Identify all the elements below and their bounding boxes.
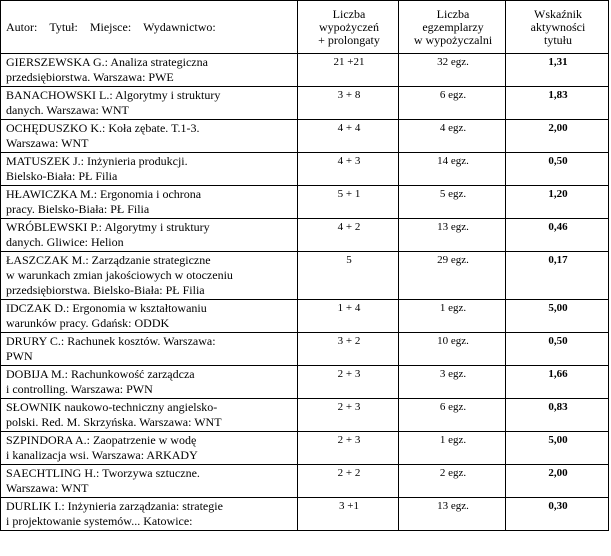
table-row: [1, 465, 609, 498]
header-index: [506, 1, 609, 54]
book-line: pracy. Bielsko-Biała: PŁ Filia: [6, 202, 150, 216]
header-wydawnictwo: Wydawnictwo:: [143, 19, 216, 34]
copies-cell: 13 egz.: [399, 498, 506, 531]
book-line: danych. Warszawa: WNT: [6, 103, 129, 117]
table-row: [1, 333, 609, 366]
book-line: przedsiębiorstwa. Bielsko-Biała: PŁ Filia: [6, 283, 205, 297]
table-body: [1, 54, 609, 531]
index-cell: 5,00: [506, 300, 609, 333]
copies-cell: 6 egz.: [399, 399, 506, 432]
table-row: [1, 120, 609, 153]
index-cell: 0,50: [506, 333, 609, 366]
header-copies-line: Liczba: [436, 6, 470, 21]
book-line: i kanalizacja wsi. Warszawa: ARKADY: [6, 448, 198, 462]
loans-cell: 4 + 2: [298, 219, 399, 252]
loans-cell: 21 +21: [298, 54, 399, 87]
book-line: w warunkach zmian jakościowych w otoczeniu: [6, 268, 233, 282]
header-loans-line: Liczba: [332, 6, 366, 21]
copies-cell: 29 egz.: [399, 252, 506, 300]
book-line: Warszawa: WNT: [6, 136, 89, 150]
book-line: WRÓBLEWSKI P.: Algorytmy i struktury: [6, 220, 210, 234]
index-cell: 5,00: [506, 432, 609, 465]
copies-cell: 2 egz.: [399, 465, 506, 498]
book-line: warunków pracy. Gdańsk: ODDK: [6, 316, 170, 330]
table-row: [1, 219, 609, 252]
book-line: DRURY C.: Rachunek kosztów. Warszawa:: [6, 334, 216, 348]
copies-cell: 4 egz.: [399, 120, 506, 153]
header-index-line: tytułu: [543, 32, 572, 47]
book-line: IDCZAK D.: Ergonomia w kształtowaniu: [6, 301, 207, 315]
book-cell: [1, 399, 298, 432]
book-cell: [1, 87, 298, 120]
index-cell: 1,31: [506, 54, 609, 87]
book-line: i projektowanie systemów... Katowice:: [6, 514, 193, 528]
book-cell: [1, 465, 298, 498]
book-cell: [1, 333, 298, 366]
table-row: [1, 366, 609, 399]
loans-cell: 2 + 3: [298, 432, 399, 465]
book-cell: [1, 300, 298, 333]
copies-cell: 6 egz.: [399, 87, 506, 120]
header-index-line: aktywności: [530, 19, 586, 34]
copies-cell: 1 egz.: [399, 300, 506, 333]
loans-cell: 2 + 3: [298, 399, 399, 432]
book-cell: [1, 432, 298, 465]
book-cell: [1, 153, 298, 186]
header-tytul: Tytuł:: [49, 19, 78, 34]
book-line: MATUSZEK J.: Inżynieria produkcji.: [6, 154, 188, 168]
index-cell: 0,17: [506, 252, 609, 300]
index-cell: 1,66: [506, 366, 609, 399]
book-line: przedsiębiorstwa. Warszawa: PWE: [6, 70, 174, 84]
header-row: [1, 1, 609, 54]
book-line: SŁOWNIK naukowo-techniczny angielsko-: [6, 400, 218, 414]
book-cell: [1, 54, 298, 87]
header-miejsce: Miejsce:: [89, 19, 132, 34]
book-line: SZPINDORA A.: Zaopatrzenie w wodę: [6, 433, 197, 447]
copies-cell: 13 egz.: [399, 219, 506, 252]
index-cell: 0,30: [506, 498, 609, 531]
table-row: [1, 252, 609, 300]
header-autor: Autor:: [6, 19, 38, 34]
book-line: BANACHOWSKI L.: Algorytmy i struktury: [6, 88, 221, 102]
loans-cell: 3 + 2: [298, 333, 399, 366]
loans-cell: 4 + 4: [298, 120, 399, 153]
index-cell: 0,83: [506, 399, 609, 432]
copies-cell: 1 egz.: [399, 432, 506, 465]
book-line: DURLIK I.: Inżynieria zarządzania: strategie: [6, 499, 223, 513]
index-cell: 1,20: [506, 186, 609, 219]
header-copies: [399, 1, 506, 54]
book-line: PWN: [6, 349, 33, 363]
header-copies-line: egzemplarzy: [422, 19, 484, 34]
copies-cell: 5 egz.: [399, 186, 506, 219]
loans-cell: 3 + 8: [298, 87, 399, 120]
index-cell: 1,83: [506, 87, 609, 120]
table-row: [1, 54, 609, 87]
book-cell: [1, 186, 298, 219]
header-loans-line: wypożyczeń: [319, 19, 379, 34]
book-line: HŁAWICZKA M.: Ergonomia i ochrona: [6, 187, 202, 201]
book-line: GIERSZEWSKA G.: Analiza strategiczna: [6, 55, 208, 69]
copies-cell: 32 egz.: [399, 54, 506, 87]
index-cell: 2,00: [506, 120, 609, 153]
book-line: ŁASZCZAK M.: Zarządzanie strategiczne: [6, 253, 211, 267]
book-line: Warszawa: WNT: [6, 481, 89, 495]
table-row: [1, 153, 609, 186]
copies-cell: 14 egz.: [399, 153, 506, 186]
book-cell: [1, 498, 298, 531]
index-cell: 0,50: [506, 153, 609, 186]
table-row: [1, 186, 609, 219]
book-line: i controlling. Warszawa: PWN: [6, 382, 153, 396]
loans-cell: 1 + 4: [298, 300, 399, 333]
header-index-line: Wskaźnik: [534, 6, 582, 21]
header-book: [1, 1, 298, 54]
table-row: [1, 300, 609, 333]
table-row: [1, 498, 609, 531]
loans-cell: 2 + 2: [298, 465, 399, 498]
book-cell: [1, 120, 298, 153]
loans-cell: 3 +1: [298, 498, 399, 531]
header-loans-line: + prolongaty: [318, 32, 380, 47]
header-copies-line: w wypożyczalni: [413, 32, 493, 47]
loans-cell: 2 + 3: [298, 366, 399, 399]
book-cell: [1, 252, 298, 300]
copies-cell: 10 egz.: [399, 333, 506, 366]
book-line: OCHĘDUSZKO K.: Koła zębate. T.1-3.: [6, 121, 200, 135]
table-row: [1, 399, 609, 432]
book-cell: [1, 219, 298, 252]
index-cell: 0,46: [506, 219, 609, 252]
header-loans: [298, 1, 399, 54]
copies-cell: 3 egz.: [399, 366, 506, 399]
book-line: danych. Gliwice: Helion: [6, 235, 124, 249]
book-line: SAECHTLING H.: Tworzywa sztuczne.: [6, 466, 200, 480]
loans-cell: 4 + 3: [298, 153, 399, 186]
loans-cell: 5 + 1: [298, 186, 399, 219]
book-line: Bielsko-Biała: PŁ Filia: [6, 169, 118, 183]
table-row: [1, 432, 609, 465]
book-line: polski. Red. M. Skrzyńska. Warszawa: WNT: [6, 415, 222, 429]
table-row: [1, 87, 609, 120]
index-cell: 2,00: [506, 465, 609, 498]
book-line: DOBIJA M.: Rachunkowość zarządcza: [6, 367, 195, 381]
book-cell: [1, 366, 298, 399]
loans-cell: 5: [298, 252, 399, 300]
